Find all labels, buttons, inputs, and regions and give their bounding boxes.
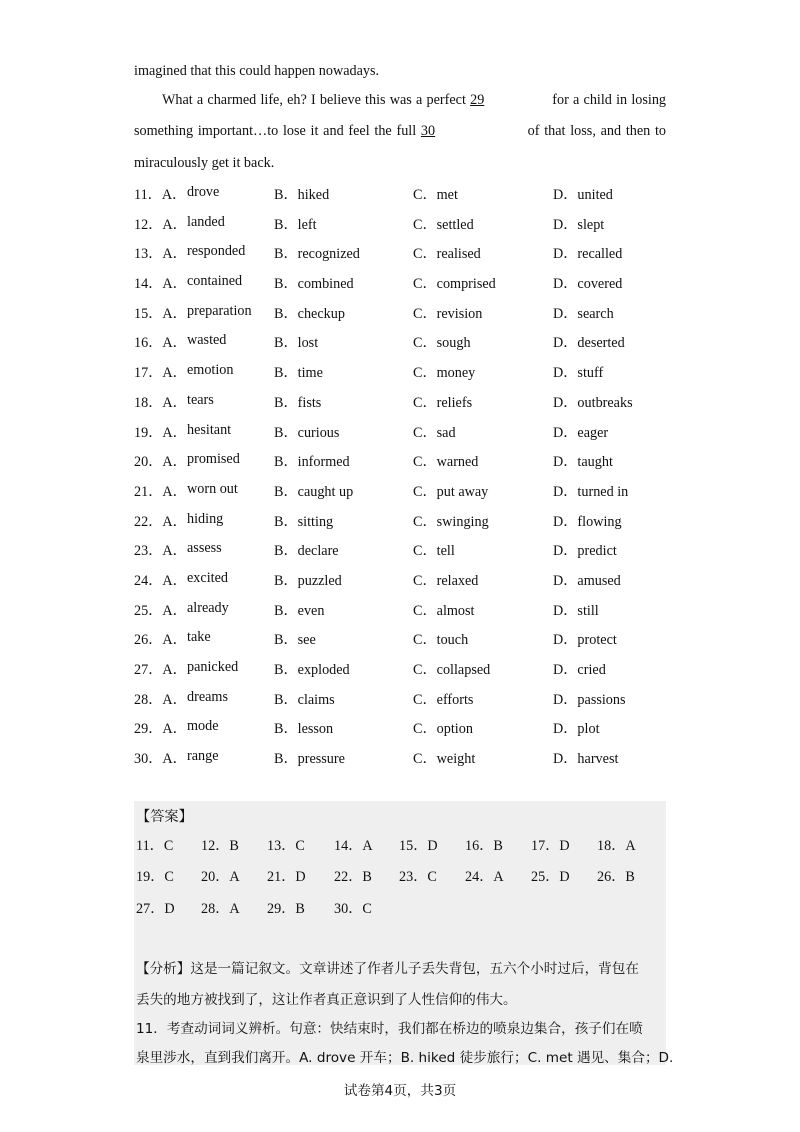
question-number: 23．A． [134, 543, 187, 560]
question-number: 19．A． [134, 424, 187, 441]
question-row [134, 511, 694, 541]
option-b: B．lost [274, 335, 319, 352]
question-row [134, 748, 694, 778]
option-c: C．reliefs [413, 394, 473, 411]
option-d: D．recalled [553, 246, 623, 263]
analysis-line: 11．考查动词词义辨析。句意：快结束时，我们都在桥边的喷泉边集合，孩子们在喷 [136, 1021, 643, 1037]
option-b: B．recognized [274, 246, 360, 263]
option-c: C．money [413, 365, 476, 382]
answer-item: 30．C [334, 901, 372, 917]
answer-item: 23．C [399, 869, 437, 885]
question-number: 28．A． [134, 691, 187, 708]
option-c: C．warned [413, 454, 479, 471]
option-d: D．covered [553, 276, 623, 293]
option-c: C．comprised [413, 276, 496, 293]
option-c: C．weight [413, 751, 476, 768]
option-c: C．touch [413, 632, 469, 649]
question-row [134, 451, 694, 481]
option-b: B．left [274, 216, 317, 233]
option-b: B．informed [274, 454, 350, 471]
passage-line: miraculously get it back. [134, 155, 275, 171]
option-b: B．time [274, 365, 323, 382]
option-b: B．caught up [274, 483, 354, 500]
question-number: 26．A． [134, 632, 187, 649]
question-row [134, 689, 694, 719]
option-d: D．search [553, 305, 614, 322]
option-d: D．still [553, 602, 599, 619]
option-b: B．exploded [274, 662, 350, 678]
answer-item: 17．D [531, 838, 570, 854]
answer-item: 26．B [597, 869, 635, 885]
option-c: C．met [413, 187, 458, 203]
option-c: C．swinging [413, 513, 489, 530]
analysis-line: 【分析】这是一篇记叙文。文章讲述了作者儿子丢失背包，五六个小时过后，背包在 [136, 961, 639, 977]
question-number: 15．A． [134, 305, 187, 322]
question-number: 14．A． [134, 276, 187, 293]
question-number: 17．A． [134, 365, 187, 382]
question-row [134, 303, 694, 333]
option-b: B．puzzled [274, 572, 342, 589]
answer-item: 16．B [465, 838, 503, 854]
answer-item: 27．D [136, 901, 175, 917]
option-b: B．checkup [274, 305, 345, 322]
question-row [134, 392, 694, 422]
option-d: D．taught [553, 454, 613, 471]
option-b: B．see [274, 632, 316, 649]
question-row [134, 214, 694, 244]
question-number: 24．A． [134, 572, 187, 589]
option-b: B．lesson [274, 721, 334, 738]
option-d: D．amused [553, 572, 621, 589]
option-c: C．sad [413, 424, 456, 441]
option-a: promised [187, 451, 240, 468]
option-a: responded [187, 243, 246, 260]
question-row [134, 273, 694, 303]
answer-section [134, 801, 674, 1066]
answer-item: 28．A [201, 901, 240, 917]
passage-line [134, 92, 666, 109]
analysis-line: 丢失的地方被找到了，这让作者真正意识到了人性信仰的伟大。 [136, 992, 517, 1008]
option-a: landed [187, 213, 225, 230]
option-c: C．almost [413, 602, 475, 619]
option-d: D．stuff [553, 365, 604, 382]
option-a: assess [187, 540, 222, 557]
option-c: C．realised [413, 246, 481, 263]
question-number: 13．A． [134, 246, 187, 263]
option-d: D．slept [553, 216, 605, 233]
options-list [134, 184, 694, 778]
option-d: D．passions [553, 691, 626, 708]
option-a: contained [187, 273, 243, 290]
answer-item: 21．D [267, 869, 306, 885]
option-d: D．flowing [553, 513, 622, 530]
option-d: D．united [553, 187, 613, 203]
question-number: 18．A． [134, 394, 187, 411]
option-b: B．fists [274, 394, 322, 411]
option-a: hiding [187, 510, 224, 527]
option-c: C．settled [413, 216, 474, 233]
question-row [134, 362, 694, 392]
question-row [134, 184, 694, 214]
option-a: tears [187, 391, 214, 408]
passage-line: imagined that this could happen nowadays. [134, 63, 380, 79]
answer-item: 24．A [465, 869, 504, 885]
blank-30: 30 [420, 123, 436, 139]
answer-item: 12．B [201, 838, 239, 854]
option-b: B．hiked [274, 187, 330, 203]
option-d: D．outbreaks [553, 394, 633, 411]
question-row [134, 540, 694, 570]
answer-item: 15．D [399, 838, 438, 854]
analysis-line: 泉里涉水，直到我们离开。A. drove 开车；B. hiked 徒步旅行；C. met 遇见、集合；D. [136, 1050, 674, 1066]
option-a: drove [187, 184, 220, 200]
option-c: C．efforts [413, 691, 474, 708]
question-row [134, 718, 694, 748]
option-b: B．sitting [274, 513, 334, 530]
option-c: C．collapsed [413, 662, 491, 678]
option-c: C．put away [413, 483, 489, 500]
question-row [134, 243, 694, 273]
answer-item: 29．B [267, 901, 305, 917]
option-a: mode [187, 718, 219, 735]
option-a: wasted [187, 332, 227, 349]
passage-text: of that loss, and then to [527, 123, 667, 139]
option-d: D．predict [553, 543, 617, 560]
option-c: C．sough [413, 335, 471, 352]
option-b: B．combined [274, 276, 354, 293]
option-a: already [187, 599, 229, 616]
answer-item: 25．D [531, 869, 570, 885]
option-c: C．revision [413, 305, 483, 322]
option-b: B．claims [274, 691, 335, 708]
option-d: D．eager [553, 424, 609, 441]
passage-text: for a child in losing [552, 92, 667, 108]
passage-text: something important…to lose it and feel the full [134, 123, 417, 139]
question-row [134, 422, 694, 452]
question-number: 12．A． [134, 216, 187, 233]
option-a: hesitant [187, 421, 232, 438]
question-row [134, 481, 694, 511]
option-d: D．plot [553, 721, 600, 738]
question-number: 29．A． [134, 721, 187, 738]
answer-item: 22．B [334, 869, 372, 885]
option-d: D．protect [553, 632, 617, 649]
option-a: range [187, 748, 219, 765]
blank-29: 29 [470, 92, 485, 108]
question-row [134, 600, 694, 630]
question-number: 30．A． [134, 751, 187, 768]
question-row [134, 332, 694, 362]
question-row [134, 570, 694, 600]
question-row [134, 629, 694, 659]
option-d: D．deserted [553, 335, 625, 352]
option-d: D．harvest [553, 751, 619, 768]
option-b: B．declare [274, 543, 339, 560]
answer-item: 14．A [334, 838, 373, 854]
question-number: 25．A． [134, 602, 187, 619]
option-a: excited [187, 569, 228, 586]
option-d: D．turned in [553, 483, 629, 500]
question-number: 21．A． [134, 483, 187, 500]
answer-item: 11．C [136, 838, 174, 854]
answer-title: 【答案】 [136, 809, 193, 825]
option-a: worn out [187, 480, 238, 497]
option-c: C．tell [413, 543, 455, 560]
option-a: panicked [187, 659, 239, 675]
page-footer: 试卷第4页，共3页 [343, 1083, 457, 1099]
question-number: 20．A． [134, 454, 187, 471]
option-b: B．curious [274, 424, 340, 441]
answer-item: 19．C [136, 869, 174, 885]
question-number: 22．A． [134, 513, 187, 530]
option-b: B．even [274, 602, 325, 619]
answer-item: 20．A [201, 869, 240, 885]
option-c: C．option [413, 721, 473, 738]
answer-item: 13．C [267, 838, 305, 854]
answer-item: 18．A [597, 838, 636, 854]
question-number: 16．A． [134, 335, 187, 352]
question-row [134, 659, 694, 689]
passage-line [134, 123, 666, 140]
option-a: preparation [187, 302, 252, 319]
option-a: emotion [187, 362, 234, 379]
option-b: B．pressure [274, 751, 345, 768]
question-number: 11．A． [134, 187, 187, 203]
passage-text: What a charmed life, eh? I believe this was a perfect [162, 92, 466, 108]
option-c: C．relaxed [413, 572, 479, 589]
option-a: dreams [187, 688, 228, 705]
question-number: 27．A． [134, 662, 187, 678]
option-d: D．cried [553, 662, 606, 678]
option-a: take [187, 629, 211, 646]
